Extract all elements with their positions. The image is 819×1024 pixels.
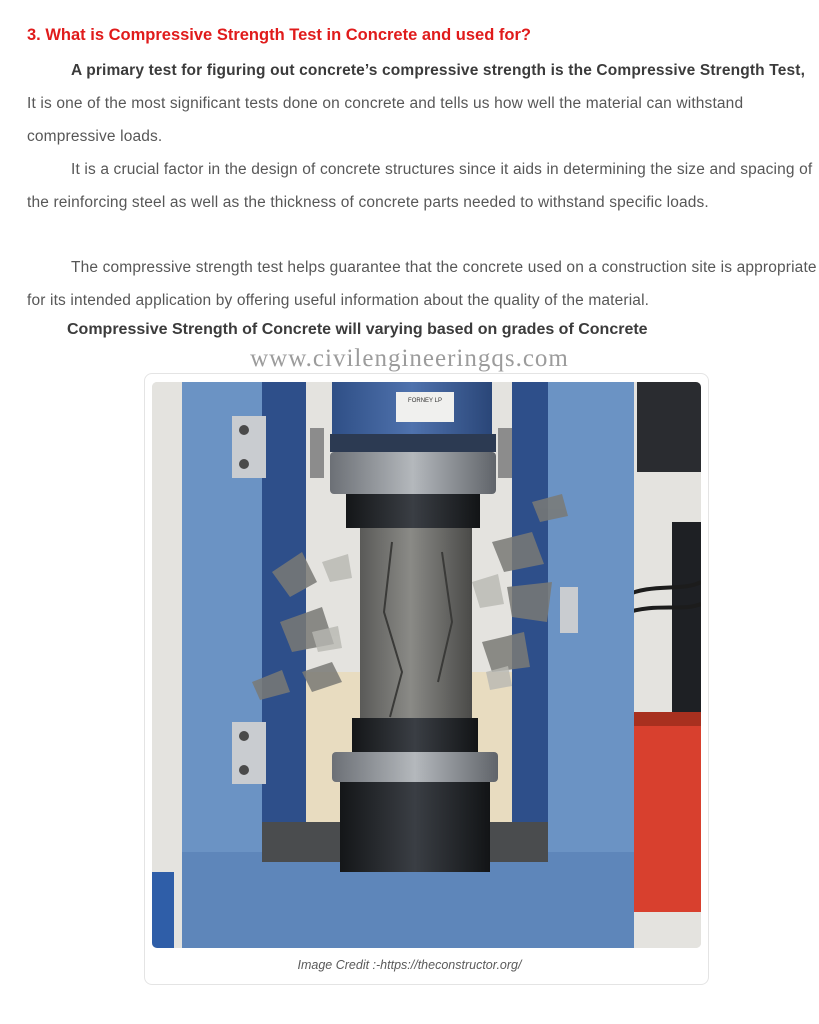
subheading: Compressive Strength of Concrete will varying based on grades of Concrete [67, 321, 648, 338]
paragraph-2 [27, 153, 817, 219]
paragraph-1-lead: A primary test for figuring out concrete’s compressive strength is the Compressive Strength Test, [71, 62, 806, 79]
upper-platen [330, 452, 496, 494]
bolt [239, 765, 249, 775]
machine-label [396, 392, 454, 422]
right-hose-stand [672, 522, 701, 722]
concrete-cylinder [360, 528, 472, 718]
upper-bearing-block [346, 494, 480, 528]
section-heading: 3. What is Compressive Strength Test in Concrete and used for? [27, 26, 531, 44]
press-ram [340, 782, 490, 872]
right-equipment-top [637, 382, 701, 472]
compression-test-photo [152, 382, 701, 948]
lower-platen [332, 752, 498, 782]
paragraph-2-text: It is a crucial factor in the design of concrete structures since it aids in determining the size and spacing of the reinforcing steel as well as the thickness of concrete parts needed to withstand specific loads. [27, 161, 813, 211]
hinge [232, 416, 266, 478]
paragraph-1 [27, 54, 817, 153]
compression-machine-illustration [152, 382, 701, 948]
bolt [239, 731, 249, 741]
machine-label-text: FORNEY LP [408, 398, 442, 404]
lower-bearing-block [352, 718, 478, 752]
spring [310, 428, 324, 478]
hinge [232, 722, 266, 784]
hydraulic-unit-top [630, 712, 701, 726]
hydraulic-unit [630, 712, 701, 912]
paragraph-1-rest: It is one of the most significant tests done on concrete and tells us how well the material can withstand compressive loads. [27, 95, 744, 145]
clamp [560, 587, 578, 633]
paragraph-3 [27, 251, 817, 317]
bolt [239, 459, 249, 469]
paragraph-3-text: The compressive strength test helps guarantee that the concrete used on a construction site is appropriate for its intended application by offering useful information about the quality of the material. [27, 259, 817, 309]
spring [498, 428, 512, 478]
bolt [239, 425, 249, 435]
tool-handle [152, 872, 174, 948]
press-collar [330, 434, 496, 452]
watermark: www.civilengineeringqs.com [250, 345, 569, 372]
image-caption: Image Credit :-https://theconstructor.org/ [297, 958, 522, 972]
